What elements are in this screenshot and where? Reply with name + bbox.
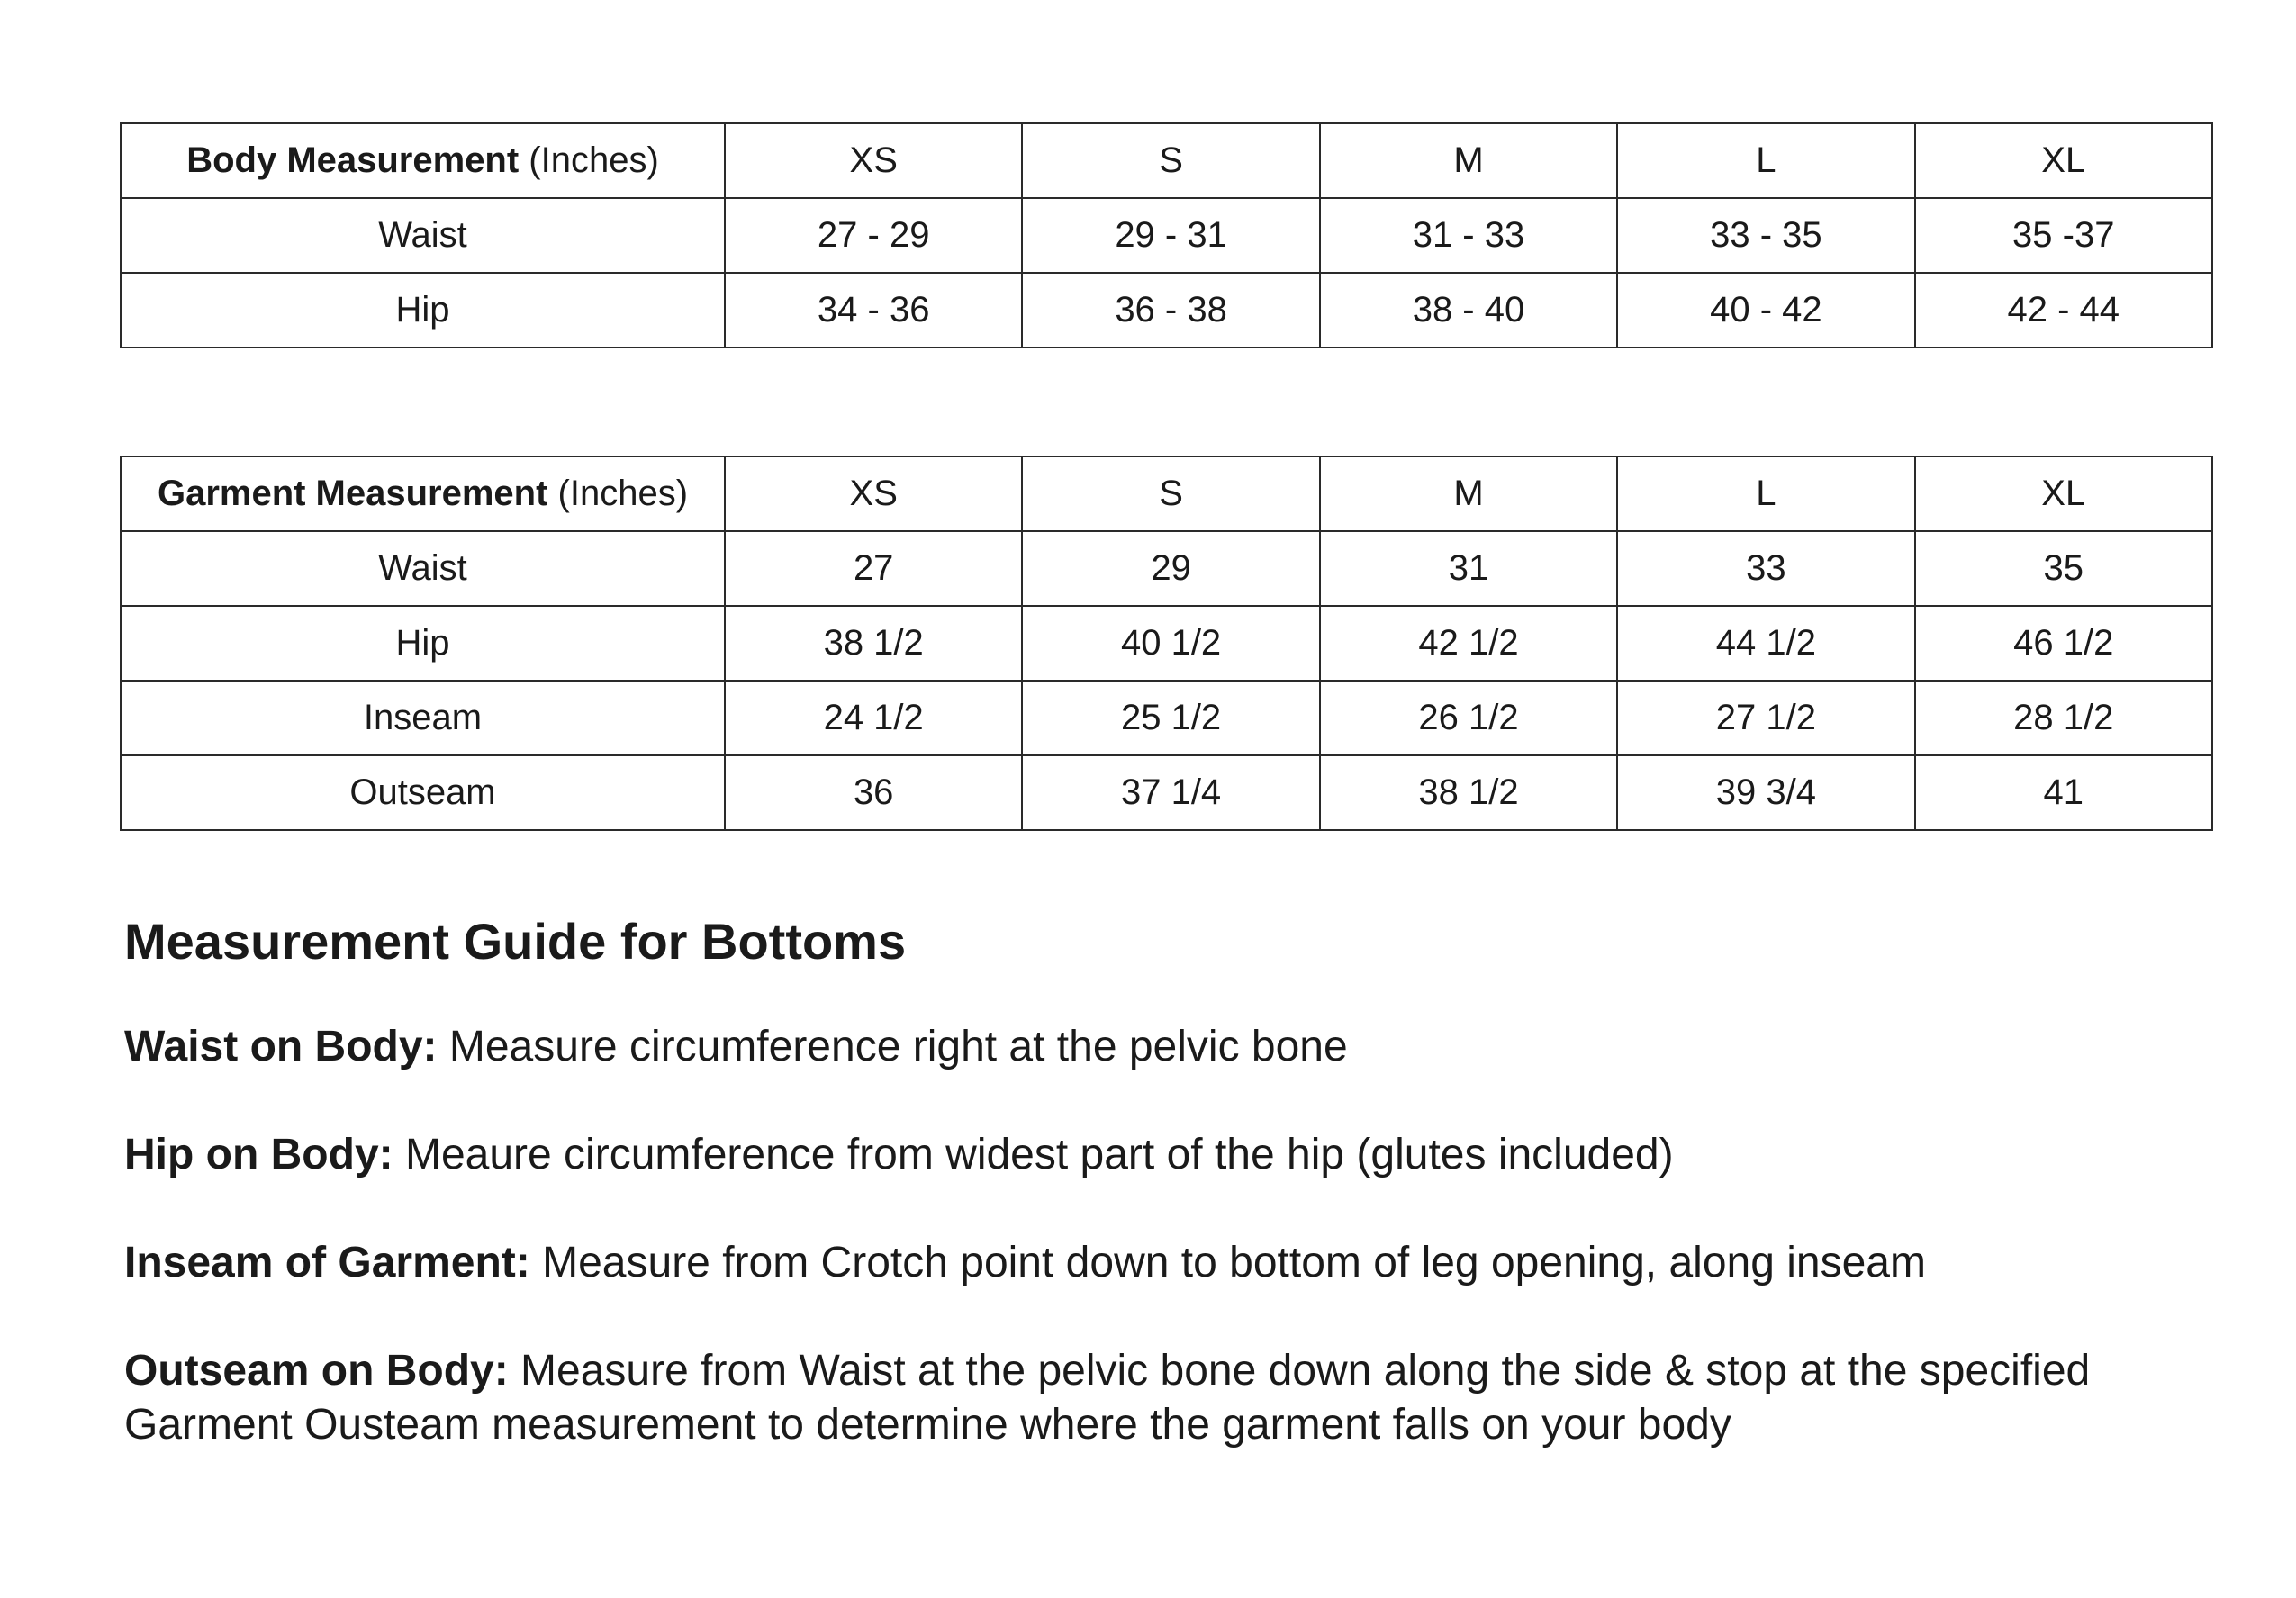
- table-cell: 35: [1915, 531, 2212, 606]
- body-measurement-table: [120, 122, 2213, 348]
- guide-term: Inseam of Garment:: [124, 1239, 530, 1287]
- table-cell: 40 1/2: [1022, 606, 1319, 681]
- table-cell: 46 1/2: [1915, 606, 2212, 681]
- guide-item: [124, 1344, 2267, 1452]
- table-cell: 41: [1915, 755, 2212, 830]
- header-unit: (Inches): [547, 474, 689, 513]
- header-title: Garment Measurement: [157, 474, 548, 513]
- table-cell: 27 - 29: [725, 198, 1022, 273]
- table-cell: 42 - 44: [1915, 273, 2212, 348]
- guide-text: Measure from Waist at the pelvic bone down along the side & stop at the specified Garment Ousteam measurement to determine where the garment falls on your body: [124, 1347, 2091, 1449]
- table-cell: 26 1/2: [1320, 681, 1617, 755]
- size-header: S: [1022, 123, 1319, 198]
- size-header: XL: [1915, 123, 2212, 198]
- table-cell: 31 - 33: [1320, 198, 1617, 273]
- size-header: M: [1320, 123, 1617, 198]
- table-header-label: [121, 123, 725, 198]
- table-cell: 39 3/4: [1617, 755, 1914, 830]
- header-unit: (Inches): [519, 140, 659, 180]
- row-label: Hip: [121, 606, 725, 681]
- header-title: Body Measurement: [186, 140, 520, 180]
- table-cell: 36: [725, 755, 1022, 830]
- table-row: [121, 681, 2212, 755]
- row-label: Waist: [121, 198, 725, 273]
- table-cell: 38 1/2: [725, 606, 1022, 681]
- table-row: [121, 531, 2212, 606]
- size-header: L: [1617, 456, 1914, 531]
- table-cell: 35 -37: [1915, 198, 2212, 273]
- guide-item: [124, 1128, 2267, 1182]
- size-header: XS: [725, 456, 1022, 531]
- guide-term: Waist on Body:: [124, 1023, 438, 1071]
- table-cell: 33 - 35: [1617, 198, 1914, 273]
- table-cell: 34 - 36: [725, 273, 1022, 348]
- table-row: [121, 755, 2212, 830]
- table-cell: 27 1/2: [1617, 681, 1914, 755]
- table-cell: 37 1/4: [1022, 755, 1319, 830]
- guide-text: Meaure circumference from widest part of the hip (glutes included): [393, 1131, 1674, 1179]
- table-cell: 38 1/2: [1320, 755, 1617, 830]
- table-header-row: [121, 456, 2212, 531]
- table-cell: 27: [725, 531, 1022, 606]
- table-cell: 28 1/2: [1915, 681, 2212, 755]
- size-header: M: [1320, 456, 1617, 531]
- guide-item: [124, 1020, 2267, 1074]
- table-cell: 38 - 40: [1320, 273, 1617, 348]
- table-cell: 25 1/2: [1022, 681, 1319, 755]
- row-label: Waist: [121, 531, 725, 606]
- table-row: [121, 606, 2212, 681]
- table-cell: 40 - 42: [1617, 273, 1914, 348]
- garment-measurement-table: [120, 456, 2213, 831]
- guide-text: Measure circumference right at the pelvic bone: [437, 1023, 1348, 1071]
- table-header-row: [121, 123, 2212, 198]
- table-cell: 29 - 31: [1022, 198, 1319, 273]
- guide-text: Measure from Crotch point down to bottom of leg opening, along inseam: [529, 1239, 1926, 1287]
- guide-term: Outseam on Body:: [124, 1347, 509, 1395]
- table-cell: 29: [1022, 531, 1319, 606]
- table-cell: 42 1/2: [1320, 606, 1617, 681]
- table-row: [121, 198, 2212, 273]
- guide-term: Hip on Body:: [124, 1131, 393, 1179]
- guide-item: [124, 1236, 2267, 1290]
- size-header: XS: [725, 123, 1022, 198]
- table-header-label: [121, 456, 725, 531]
- table-cell: 44 1/2: [1617, 606, 1914, 681]
- row-label: Inseam: [121, 681, 725, 755]
- row-label: Outseam: [121, 755, 725, 830]
- size-header: XL: [1915, 456, 2212, 531]
- table-cell: 36 - 38: [1022, 273, 1319, 348]
- size-header: L: [1617, 123, 1914, 198]
- table-cell: 31: [1320, 531, 1617, 606]
- size-header: S: [1022, 456, 1319, 531]
- row-label: Hip: [121, 273, 725, 348]
- guide-title: Measurement Guide for Bottoms: [124, 913, 907, 970]
- table-cell: 24 1/2: [725, 681, 1022, 755]
- measurement-guide: [124, 911, 2267, 1506]
- table-row: [121, 273, 2212, 348]
- table-cell: 33: [1617, 531, 1914, 606]
